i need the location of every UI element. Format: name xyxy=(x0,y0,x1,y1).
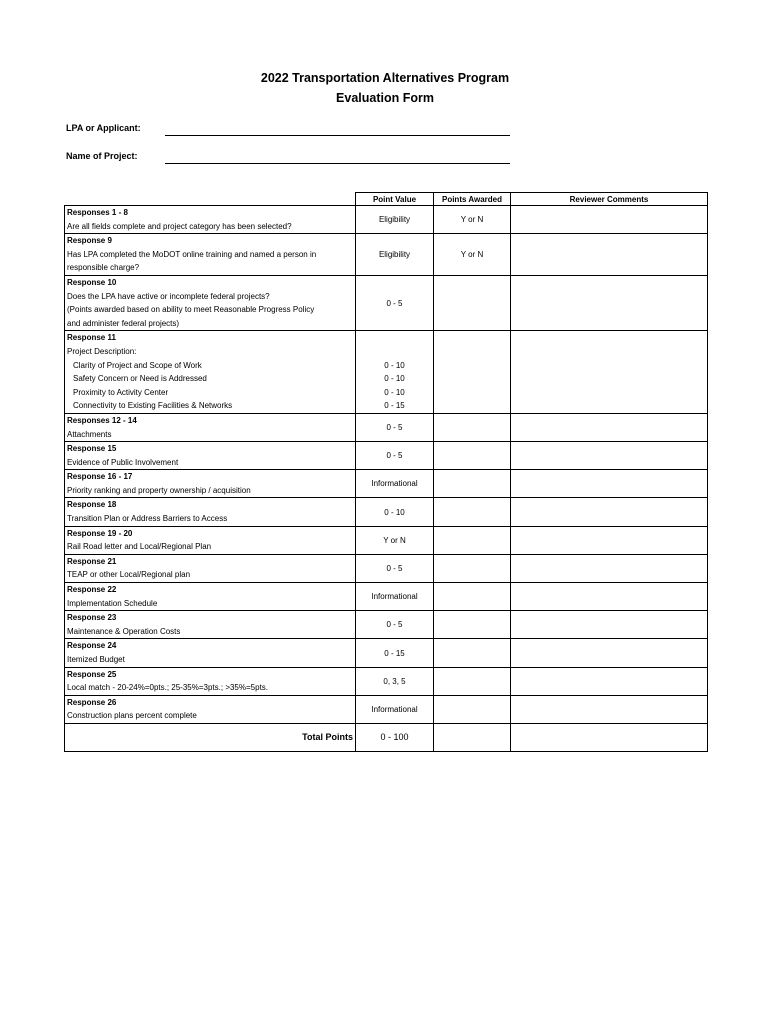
response-heading: Responses 12 - 14 xyxy=(67,415,137,425)
points-awarded-cell[interactable] xyxy=(434,667,511,695)
table-row xyxy=(65,611,708,639)
response-description-cell xyxy=(65,470,356,498)
response-text: Construction plans percent complete xyxy=(67,711,197,721)
response-description-cell xyxy=(65,526,356,554)
response-text: Priority ranking and property ownership / acquisition xyxy=(67,485,251,495)
table-row xyxy=(65,234,708,276)
response-heading: Response 21 xyxy=(67,556,117,566)
point-value-cell: 0 - 5 xyxy=(356,413,434,441)
criteria-point-value: 0 - 10 xyxy=(384,387,405,397)
points-awarded-cell[interactable] xyxy=(434,442,511,470)
points-awarded-cell[interactable] xyxy=(434,526,511,554)
table-row xyxy=(65,583,708,611)
reviewer-comments-cell[interactable] xyxy=(511,206,708,234)
reviewer-comments-cell[interactable] xyxy=(511,554,708,582)
response-text: TEAP or other Local/Regional plan xyxy=(67,570,191,580)
lpa-label: LPA or Applicant: xyxy=(66,123,141,133)
point-value-cell: 0 - 5 xyxy=(356,442,434,470)
response-description-cell xyxy=(65,413,356,441)
point-value-cell: 0 - 5 xyxy=(356,554,434,582)
response-description-cell xyxy=(65,275,356,330)
reviewer-comments-cell[interactable] xyxy=(511,526,708,554)
point-value-cell: 0 - 5 xyxy=(356,275,434,330)
reviewer-comments-cell[interactable] xyxy=(511,442,708,470)
point-value-cell xyxy=(356,331,434,414)
response-text: Transition Plan or Address Barriers to Access xyxy=(67,514,228,524)
points-awarded-cell[interactable] xyxy=(434,413,511,441)
criteria-point-value: 0 - 10 xyxy=(384,360,405,370)
response-heading: Response 22 xyxy=(67,585,117,595)
response-description-cell xyxy=(65,442,356,470)
points-awarded-cell[interactable] xyxy=(434,470,511,498)
response-heading: Responses 1 - 8 xyxy=(67,208,128,217)
response-description-cell xyxy=(65,234,356,276)
response-text: Attachments xyxy=(67,429,112,439)
criteria-point-value: 0 - 15 xyxy=(384,401,405,411)
response-text: Are all fields complete and project category has been selected? xyxy=(67,221,292,231)
response-description-cell xyxy=(65,206,356,234)
response-description-cell xyxy=(65,639,356,667)
point-value-cell: Informational xyxy=(356,583,434,611)
table-row xyxy=(65,639,708,667)
reviewer-comments-cell[interactable] xyxy=(511,470,708,498)
response-heading: Response 11 xyxy=(67,333,116,343)
response-text: Has LPA completed the MoDOT online training and named a person in xyxy=(67,249,317,259)
response-text: and administer federal projects) xyxy=(67,318,180,328)
response-heading: Response 18 xyxy=(67,500,117,510)
point-value-cell: Eligibility xyxy=(356,234,434,276)
reviewer-comments-cell[interactable] xyxy=(511,695,708,723)
total-points-label: Total Points xyxy=(65,723,356,751)
response-description-cell xyxy=(65,583,356,611)
table-row xyxy=(65,442,708,470)
table-row xyxy=(65,526,708,554)
response-text: Implementation Schedule xyxy=(67,598,158,608)
response-description-cell xyxy=(65,695,356,723)
points-awarded-cell[interactable]: Y or N xyxy=(434,234,511,276)
criteria-item: Safety Concern or Need is Addressed xyxy=(73,374,207,384)
criteria-item: Clarity of Project and Scope of Work xyxy=(73,360,202,370)
points-awarded-cell[interactable] xyxy=(434,554,511,582)
project-name-input-line[interactable] xyxy=(165,163,510,164)
response-text: Rail Road letter and Local/Regional Plan xyxy=(67,542,212,552)
table-row xyxy=(65,470,708,498)
form-title-line2: Evaluation Form xyxy=(336,91,434,105)
response-heading: Response 16 - 17 xyxy=(67,472,133,482)
header-blank-cell xyxy=(65,193,356,206)
response-description-cell xyxy=(65,611,356,639)
form-title-line1: 2022 Transportation Alternatives Program xyxy=(260,71,510,85)
table-row xyxy=(65,413,708,441)
response-heading: Response 15 xyxy=(67,444,117,454)
total-points-value: 0 - 100 xyxy=(356,723,434,751)
reviewer-comments-cell[interactable] xyxy=(511,331,708,414)
response-heading: Response 10 xyxy=(67,277,117,287)
points-awarded-cell[interactable] xyxy=(434,639,511,667)
response-text: (Points awarded based on ability to meet Reasonable Progress Policy xyxy=(67,305,315,315)
evaluation-table xyxy=(64,192,708,752)
reviewer-comments-cell[interactable] xyxy=(511,611,708,639)
table-row xyxy=(65,206,708,234)
reviewer-comments-cell[interactable] xyxy=(511,413,708,441)
response-description-cell xyxy=(65,331,356,414)
header-point-value: Point Value xyxy=(356,193,434,206)
lpa-input-line[interactable] xyxy=(165,135,510,136)
table-row xyxy=(65,275,708,330)
response-heading: Response 19 - 20 xyxy=(67,528,133,538)
point-value-cell: Informational xyxy=(356,470,434,498)
point-value-cell: Eligibility xyxy=(356,206,434,234)
table-header-row xyxy=(65,193,708,206)
header-points-awarded: Points Awarded xyxy=(434,193,511,206)
response-text: Project Description: xyxy=(67,346,137,356)
point-value-cell: Informational xyxy=(356,695,434,723)
criteria-item: Proximity to Activity Center xyxy=(73,387,169,397)
header-reviewer-comments: Reviewer Comments xyxy=(511,193,708,206)
total-row xyxy=(65,723,708,751)
table-row xyxy=(65,498,708,526)
response-description-cell xyxy=(65,667,356,695)
response-text: Maintenance & Operation Costs xyxy=(67,626,181,636)
points-awarded-cell[interactable]: Y or N xyxy=(434,206,511,234)
reviewer-comments-cell[interactable] xyxy=(511,234,708,276)
points-awarded-cell[interactable] xyxy=(434,331,511,414)
response-heading: Response 26 xyxy=(67,697,117,707)
response-text: Does the LPA have active or incomplete federal projects? xyxy=(67,291,270,301)
project-name-label: Name of Project: xyxy=(66,151,138,161)
reviewer-comments-cell[interactable] xyxy=(511,639,708,667)
response-text: Local match - 20-24%=0pts.; 25-35%=3pts.; >35%=5pts. xyxy=(67,683,269,693)
response-heading: Response 23 xyxy=(67,613,117,623)
response-text: Itemized Budget xyxy=(67,655,125,664)
reviewer-comments-cell[interactable] xyxy=(511,498,708,526)
point-value-cell: 0 - 5 xyxy=(356,611,434,639)
response-description-cell xyxy=(65,498,356,526)
point-value-cell: 0 - 15 xyxy=(356,639,434,667)
response-heading: Response 24 xyxy=(67,641,117,651)
points-awarded-cell[interactable] xyxy=(434,498,511,526)
table-row xyxy=(65,554,708,582)
reviewer-comments-cell[interactable] xyxy=(511,275,708,330)
response-text: responsible charge? xyxy=(67,263,140,273)
criteria-point-value: 0 - 10 xyxy=(384,374,405,384)
point-value-cell: 0 - 10 xyxy=(356,498,434,526)
response-description-cell xyxy=(65,554,356,582)
reviewer-comments-cell[interactable] xyxy=(511,583,708,611)
total-points-awarded-cell[interactable] xyxy=(434,723,511,751)
table-row xyxy=(65,695,708,723)
point-value-cell: Y or N xyxy=(356,526,434,554)
point-value-cell: 0, 3, 5 xyxy=(356,667,434,695)
points-awarded-cell[interactable] xyxy=(434,611,511,639)
response-heading: Response 25 xyxy=(67,669,117,679)
total-reviewer-comments-cell[interactable] xyxy=(511,723,708,751)
points-awarded-cell[interactable] xyxy=(434,695,511,723)
table-row xyxy=(65,667,708,695)
reviewer-comments-cell[interactable] xyxy=(511,667,708,695)
table-row xyxy=(65,331,708,414)
criteria-item: Connectivity to Existing Facilities & Networks xyxy=(73,401,233,411)
response-text: Evidence of Public Involvement xyxy=(67,457,179,467)
points-awarded-cell[interactable] xyxy=(434,275,511,330)
response-heading: Response 9 xyxy=(67,236,112,246)
points-awarded-cell[interactable] xyxy=(434,583,511,611)
